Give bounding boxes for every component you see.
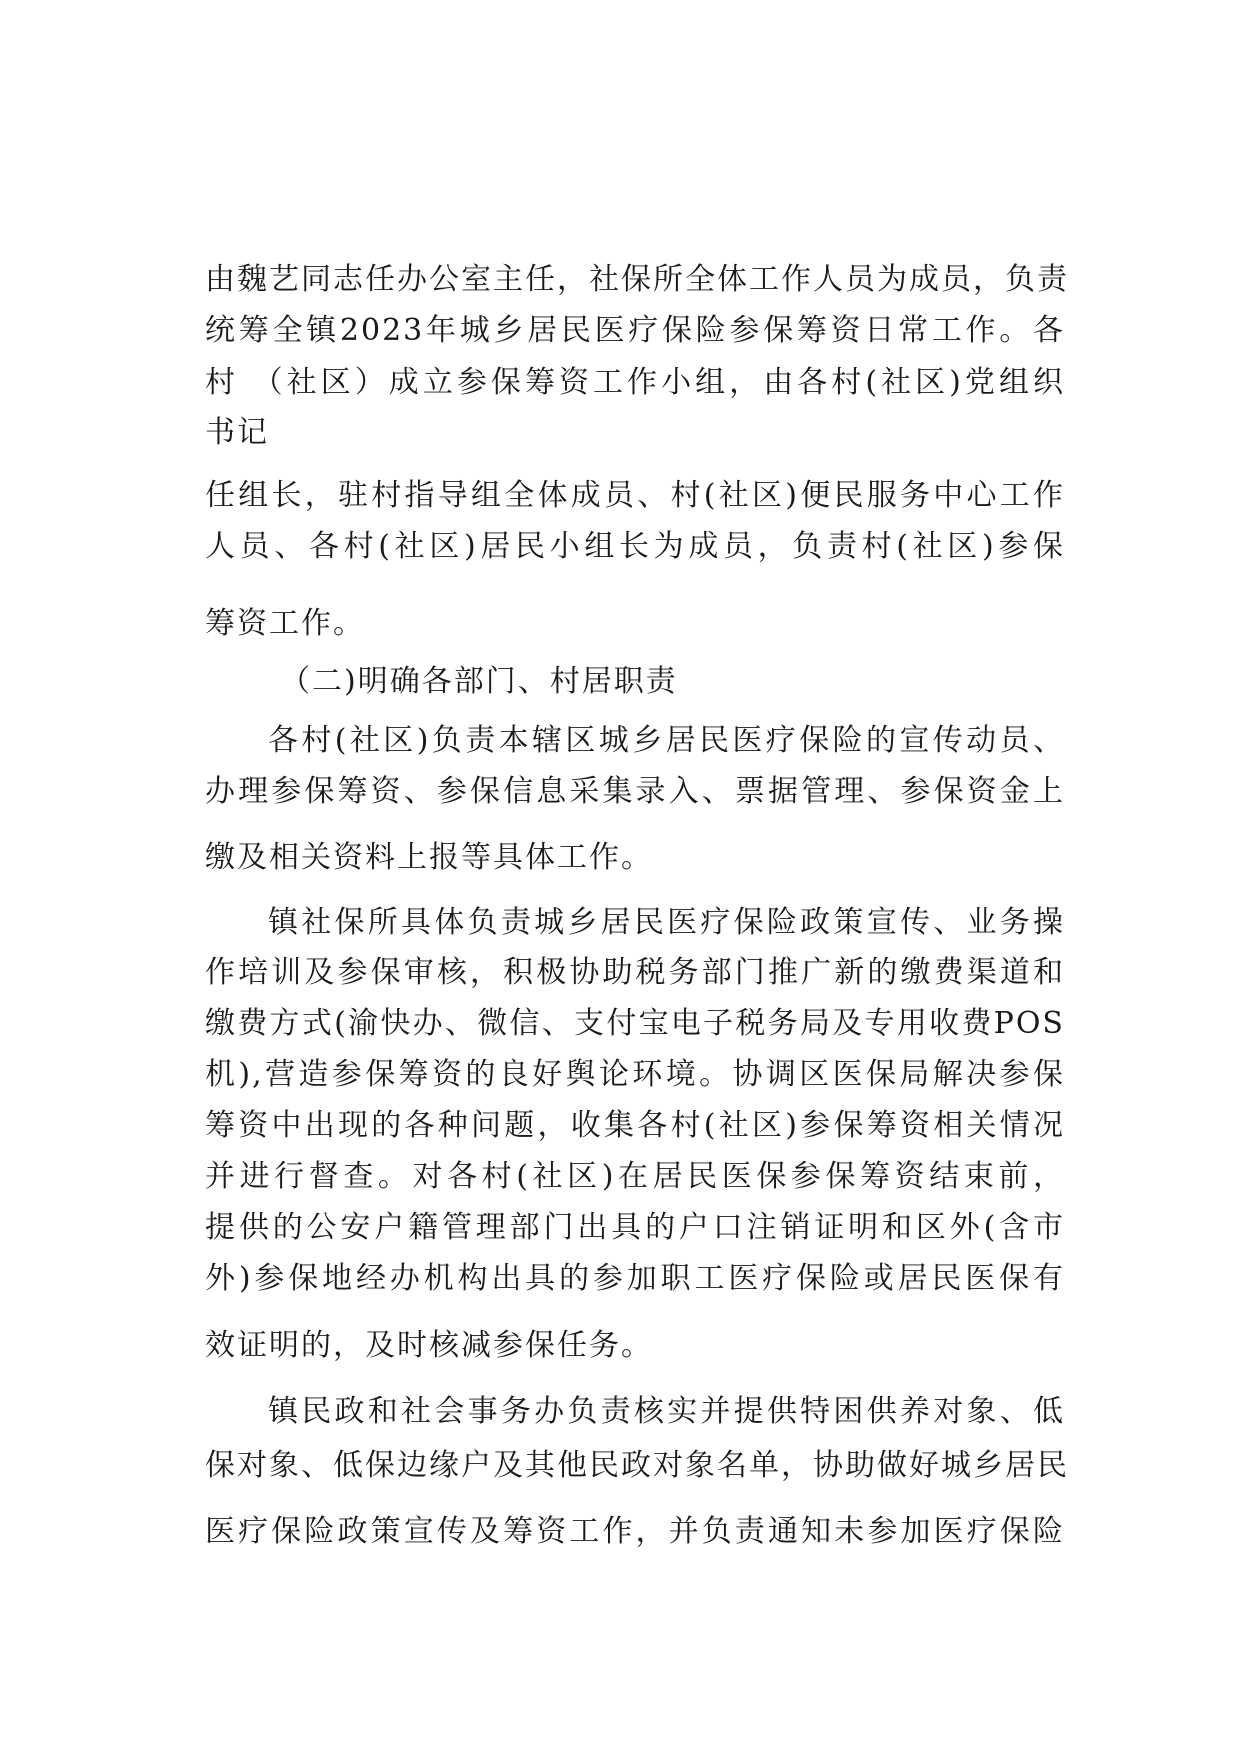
paragraph-line: 并进行督查。对各村(社区)在居民医保参保筹资结束前， (205, 1159, 1065, 1194)
paragraph-line: 筹资中出现的各种问题，收集各村(社区)参保筹资相关情况 (205, 1108, 1065, 1143)
paragraph-line: 效证明的，及时核减参保任务。 (205, 1328, 653, 1363)
paragraph-line: 任组长，驻村指导组全体成员、村(社区)便民服务中心工作 (205, 478, 1065, 513)
paragraph-line: 人员、各村(社区)居民小组长为成员，负责村(社区)参保 (205, 529, 1065, 564)
paragraph-line: 缴费方式(渝快办、微信、支付宝电子税务局及专用收费POS (205, 1006, 1065, 1041)
paragraph-line: 筹资工作。 (205, 606, 365, 641)
paragraph-line: 镇民政和社会事务办负责核实并提供特困供养对象、低 (268, 1394, 1065, 1429)
paragraph-line: 缴及相关资料上报等具体工作。 (205, 840, 653, 875)
paragraph-line: 机),营造参保筹资的良好舆论环境。协调区医保局解决参保 (205, 1057, 1065, 1092)
paragraph-line: 由魏艺同志任办公室主任，社保所全体工作人员为成员，负责 (205, 262, 1069, 297)
paragraph-line: 镇社保所具体负责城乡居民医疗保险政策宣传、业务操 (268, 905, 1065, 940)
paragraph-line: 外)参保地经办机构出具的参加职工医疗保险或居民医保有 (205, 1261, 1065, 1296)
paragraph-line: 书记 (205, 415, 269, 450)
paragraph-line: 统筹全镇2023年城乡居民医疗保险参保筹资日常工作。各 (205, 313, 1065, 348)
paragraph-line: 提供的公安户籍管理部门出具的户口注销证明和区外(含市 (205, 1210, 1065, 1245)
paragraph-line: 村 （社区）成立参保筹资工作小组，由各村(社区)党组织 (205, 365, 1065, 400)
section-heading: （二)明确各部门、村居职责 (280, 664, 678, 699)
paragraph-line: 医疗保险政策宣传及筹资工作，并负责通知未参加医疗保险 (205, 1514, 1065, 1549)
paragraph-line: 保对象、低保边缘户及其他民政对象名单，协助做好城乡居民 (205, 1448, 1069, 1483)
paragraph-line: 办理参保筹资、参保信息采集录入、票据管理、参保资金上 (205, 774, 1065, 809)
paragraph-line: 各村(社区)负责本辖区城乡居民医疗保险的宣传动员、 (268, 723, 1065, 758)
paragraph-line: 作培训及参保审核，积极协助税务部门推广新的缴费渠道和 (205, 955, 1065, 990)
